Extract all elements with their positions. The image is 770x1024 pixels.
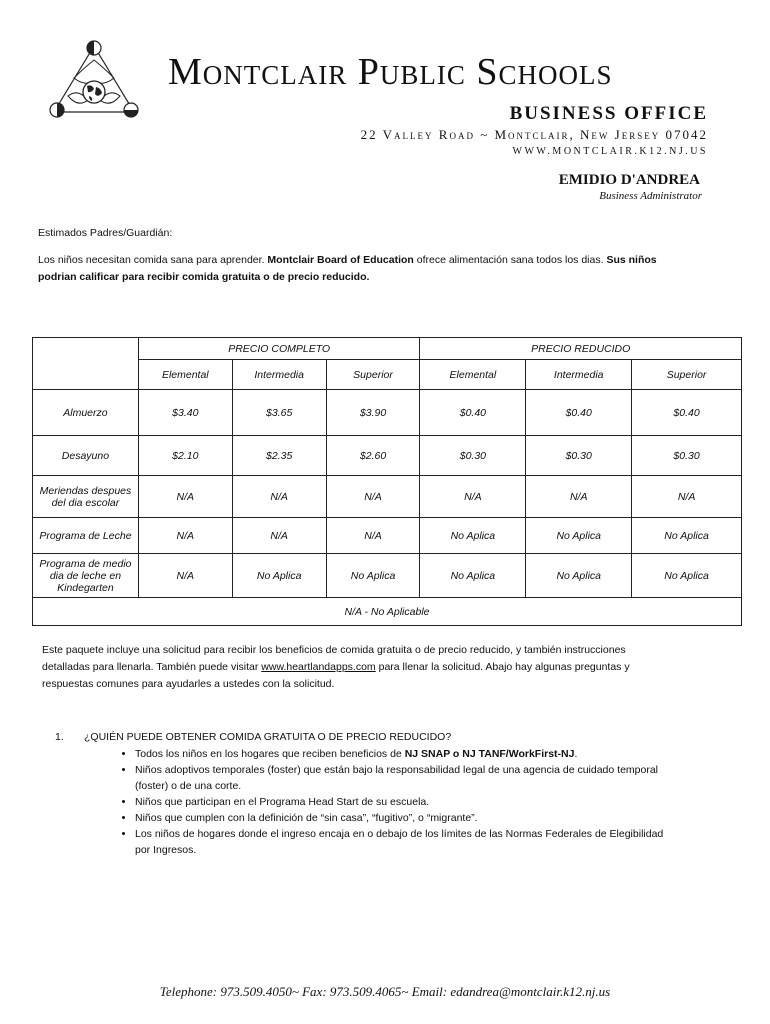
school-logo <box>44 38 144 122</box>
group-reduced-price: PRECIO REDUCIDO <box>420 338 742 360</box>
row-label: Programa de medio dia de leche en Kindegarten <box>33 554 139 598</box>
level-header: Superior <box>326 360 420 390</box>
row-label: Almuerzo <box>33 390 139 436</box>
table-cell: $0.40 <box>526 390 632 436</box>
list-item: • Niños que participan en el Programa Head Start de su escuela. <box>135 794 675 810</box>
table-footnote: N/A - No Aplicable <box>33 598 742 626</box>
list-item: • Los niños de hogares donde el ingreso encaja en o debajo de los límites de las Normas Federales de Elegibilidad por Ingresos. <box>135 826 675 858</box>
table-cell: $3.65 <box>232 390 326 436</box>
list-item-text: Todos los niños en los hogares que reciben beneficios de <box>135 748 405 760</box>
table-cell: $3.40 <box>138 390 232 436</box>
intro-paragraph <box>38 252 658 286</box>
table-cell: N/A <box>326 518 420 554</box>
office-title: BUSINESS OFFICE <box>509 103 708 124</box>
table-cell: $0.40 <box>420 390 526 436</box>
table-row <box>33 476 742 518</box>
table-cell: N/A <box>632 476 742 518</box>
row-label: Meriendas despues del dia escolar <box>33 476 139 518</box>
table-row <box>33 390 742 436</box>
table-cell: $0.30 <box>420 436 526 476</box>
table-cell: $0.30 <box>526 436 632 476</box>
question-title: ¿QUIÉN PUEDE OBTENER COMIDA GRATUITA O DE PRECIO REDUCIDO? <box>84 731 452 743</box>
school-website: WWW.MONTCLAIR.K12.NJ.US <box>512 146 708 157</box>
table-cell: No Aplica <box>526 518 632 554</box>
table-cell: N/A <box>138 476 232 518</box>
table-cell: No Aplica <box>632 554 742 598</box>
intro-board-name: Montclair Board of Education <box>267 254 414 266</box>
table-cell: N/A <box>232 476 326 518</box>
level-header: Elemental <box>138 360 232 390</box>
table-cell: No Aplica <box>632 518 742 554</box>
table-cell: N/A <box>138 518 232 554</box>
list-item: • Niños adoptivos temporales (foster) que están bajo la responsabilidad legal de una agencia de cuidado temporal (foster) o de una corte. <box>135 762 675 794</box>
package-paragraph <box>42 642 652 693</box>
table-cell: No Aplica <box>232 554 326 598</box>
level-header: Intermedia <box>232 360 326 390</box>
greeting: Estimados Padres/Guardián: <box>38 227 173 239</box>
table-row <box>33 554 742 598</box>
table-cell: N/A <box>420 476 526 518</box>
table-row <box>33 518 742 554</box>
table-cell: $3.90 <box>326 390 420 436</box>
eligibility-list <box>117 746 675 858</box>
table-cell: No Aplica <box>420 518 526 554</box>
list-item: • Niños que cumplen con la definición de “sin casa”, “fugitivo”, o “migrante”. <box>135 810 675 826</box>
table-cell: $2.10 <box>138 436 232 476</box>
admin-name: EMIDIO D'ANDREA <box>558 172 700 188</box>
admin-title: Business Administrator <box>599 190 702 202</box>
heartland-link[interactable]: www.heartlandapps.com <box>261 661 376 673</box>
table-cell: N/A <box>138 554 232 598</box>
package-text: Este paquete incluye una solicitud para recibir los beneficios de comida gratuita o de precio reducido, y también instrucciones detalladas para llenarla. También puede visitar <box>42 644 626 673</box>
table-cell: $2.60 <box>326 436 420 476</box>
row-label: Programa de Leche <box>33 518 139 554</box>
price-table <box>32 337 742 626</box>
office-address: 22 Valley Road ~ Montclair, New Jersey 07042 <box>360 127 708 142</box>
list-item-programs: NJ SNAP o NJ TANF/WorkFirst-NJ <box>404 748 575 760</box>
table-cell: $0.40 <box>632 390 742 436</box>
table-cell: $2.35 <box>232 436 326 476</box>
list-item-period: . <box>574 748 578 760</box>
table-cell: N/A <box>232 518 326 554</box>
table-cell: $0.30 <box>632 436 742 476</box>
table-cell: N/A <box>326 476 420 518</box>
intro-text: Los niños necesitan comida sana para aprender. <box>38 254 268 266</box>
intro-text-2: ofrece alimentación sana todos los dias. <box>413 254 607 266</box>
table-cell: No Aplica <box>526 554 632 598</box>
table-cell: No Aplica <box>326 554 420 598</box>
table-cell: N/A <box>526 476 632 518</box>
intro-eligibility: Sus niños podrian calificar para recibir comida gratuita o de precio reducido. <box>38 254 657 283</box>
level-header: Intermedia <box>526 360 632 390</box>
school-name: Montclair Public Schools <box>168 51 613 93</box>
question-number: 1. <box>55 731 64 743</box>
level-header: Superior <box>632 360 742 390</box>
table-corner <box>33 338 139 390</box>
row-label: Desayuno <box>33 436 139 476</box>
table-row <box>33 436 742 476</box>
package-text-2: para llenar la solicitud. Abajo hay algunas preguntas y respuestas comunes para ayudarles a ustedes con la solicitud. <box>42 661 630 690</box>
level-header: Elemental <box>420 360 526 390</box>
group-full-price: PRECIO COMPLETO <box>138 338 420 360</box>
footer-contact: Telephone: 973.509.4050~ Fax: 973.509.4065~ Email: edandrea@montclair.k12.nj.us <box>159 984 611 999</box>
table-cell: No Aplica <box>420 554 526 598</box>
list-item <box>135 746 675 762</box>
